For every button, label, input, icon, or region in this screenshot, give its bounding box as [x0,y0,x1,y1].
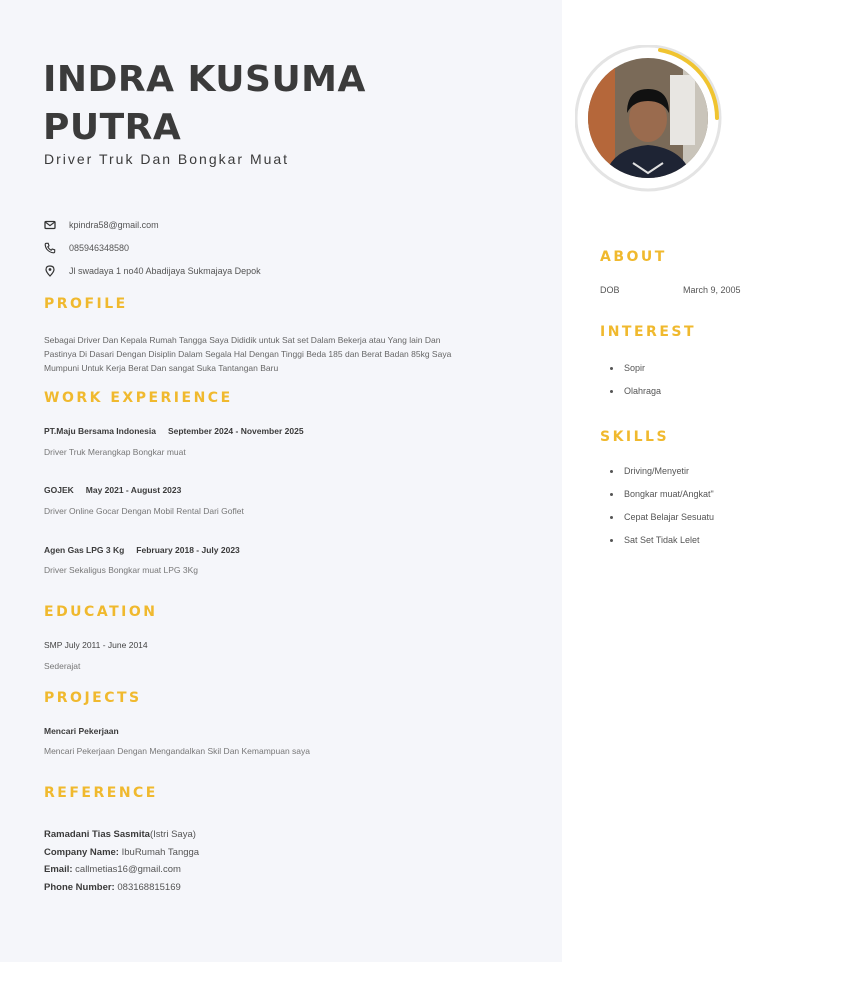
profile-text: Sebagai Driver Dan Kepala Rumah Tangga Saya Dididik untuk Sat set Dalam Bekerja atau Yang lain Dan Pastinya Di Dasari Dengan Disiplin Dalam Segala Hal Dengan Tinggi Beda 185 dan Berat Badan 85kg Saya Mumpuni Untuk Kerja Berat Dan sangat Suka Tantangan Baru [44,335,452,373]
job-period: September 2024 - November 2025 [167,426,304,436]
projects-heading: PROJECTS [44,690,142,706]
interest-item: Sopir [610,363,661,386]
job-company: GOJEK [44,485,74,495]
mail-icon [44,219,56,231]
education-detail: Sederajat [44,661,81,671]
reference-relation: (Istri Saya) [149,829,196,840]
job-description: Driver Online Gocar Dengan Mobil Rental Dari Goflet [44,506,244,516]
skill-item: Cepat Belajar Sesuatu [610,512,714,535]
interest-heading: INTEREST [600,324,697,340]
reference-company-label: Company Name: [44,847,119,858]
avatar [575,45,725,195]
contact-email-row[interactable] [44,217,159,233]
skills-heading: SKILLS [600,429,670,445]
profile-photo [575,45,725,195]
contact-address: Jl swadaya 1 no40 Abadijaya Sukmajaya Depok [69,266,261,276]
skill-item: Bongkar muat/Angkat" [610,489,714,512]
job-period: February 2018 - July 2023 [136,545,240,555]
job-title: Driver Truk Dan Bongkar Muat [44,151,290,167]
job-description: Driver Truk Merangkap Bongkar muat [44,447,186,457]
contact-phone-row[interactable] [44,240,129,256]
reference-name: Ramadani Tias Sasmita [44,829,150,840]
project-title: Mencari Pekerjaan [44,726,119,736]
interest-item: Olahraga [610,386,661,409]
reference-phone: 083168815169 [117,882,181,893]
about-heading: ABOUT [600,249,667,265]
name-line-1: INDRA KUSUMA [43,59,366,100]
profile-heading: PROFILE [44,296,128,312]
skill-item: Driving/Menyetir [610,466,714,489]
job-description: Driver Sekaligus Bongkar muat LPG 3Kg [44,565,199,575]
full-name [43,56,463,152]
dob-value: March 9, 2005 [683,285,741,295]
reference-company: IbuRumah Tangga [121,847,200,858]
reference-company-line [44,847,199,858]
reference-phone-line [44,882,181,893]
reference-heading: REFERENCE [44,785,158,801]
name-line-2: PUTRA [43,107,182,148]
contact-phone: 085946348580 [69,243,130,253]
job-company: PT.Maju Bersama Indonesia [44,426,156,436]
education-heading: EDUCATION [44,604,158,620]
job-heading [44,426,304,436]
phone-icon [44,242,56,254]
project-description: Mencari Pekerjaan Dengan Mengandalkan Skil Dan Kemampuan saya [44,746,311,756]
skills-list [610,466,714,558]
contact-address-row [44,263,261,279]
reference-email-line[interactable] [44,864,181,875]
reference-phone-label: Phone Number: [44,882,115,893]
interest-list [610,363,661,409]
job-heading [44,545,240,555]
reference-email: callmetias16@gmail.com [75,864,181,875]
job-period: May 2021 - August 2023 [85,485,182,495]
job-company: Agen Gas LPG 3 Kg [44,545,125,555]
reference-name-line [44,829,196,840]
dob-label: DOB [600,285,620,295]
education-school: SMP July 2011 - June 2014 [44,640,148,650]
contact-email: kpindra58@gmail.com [69,220,159,230]
skill-item: Sat Set Tidak Lelet [610,535,714,558]
job-heading [44,485,181,495]
reference-email-label: Email: [44,864,73,875]
location-pin-icon [44,265,56,277]
work-experience-heading: WORK EXPERIENCE [44,390,233,406]
